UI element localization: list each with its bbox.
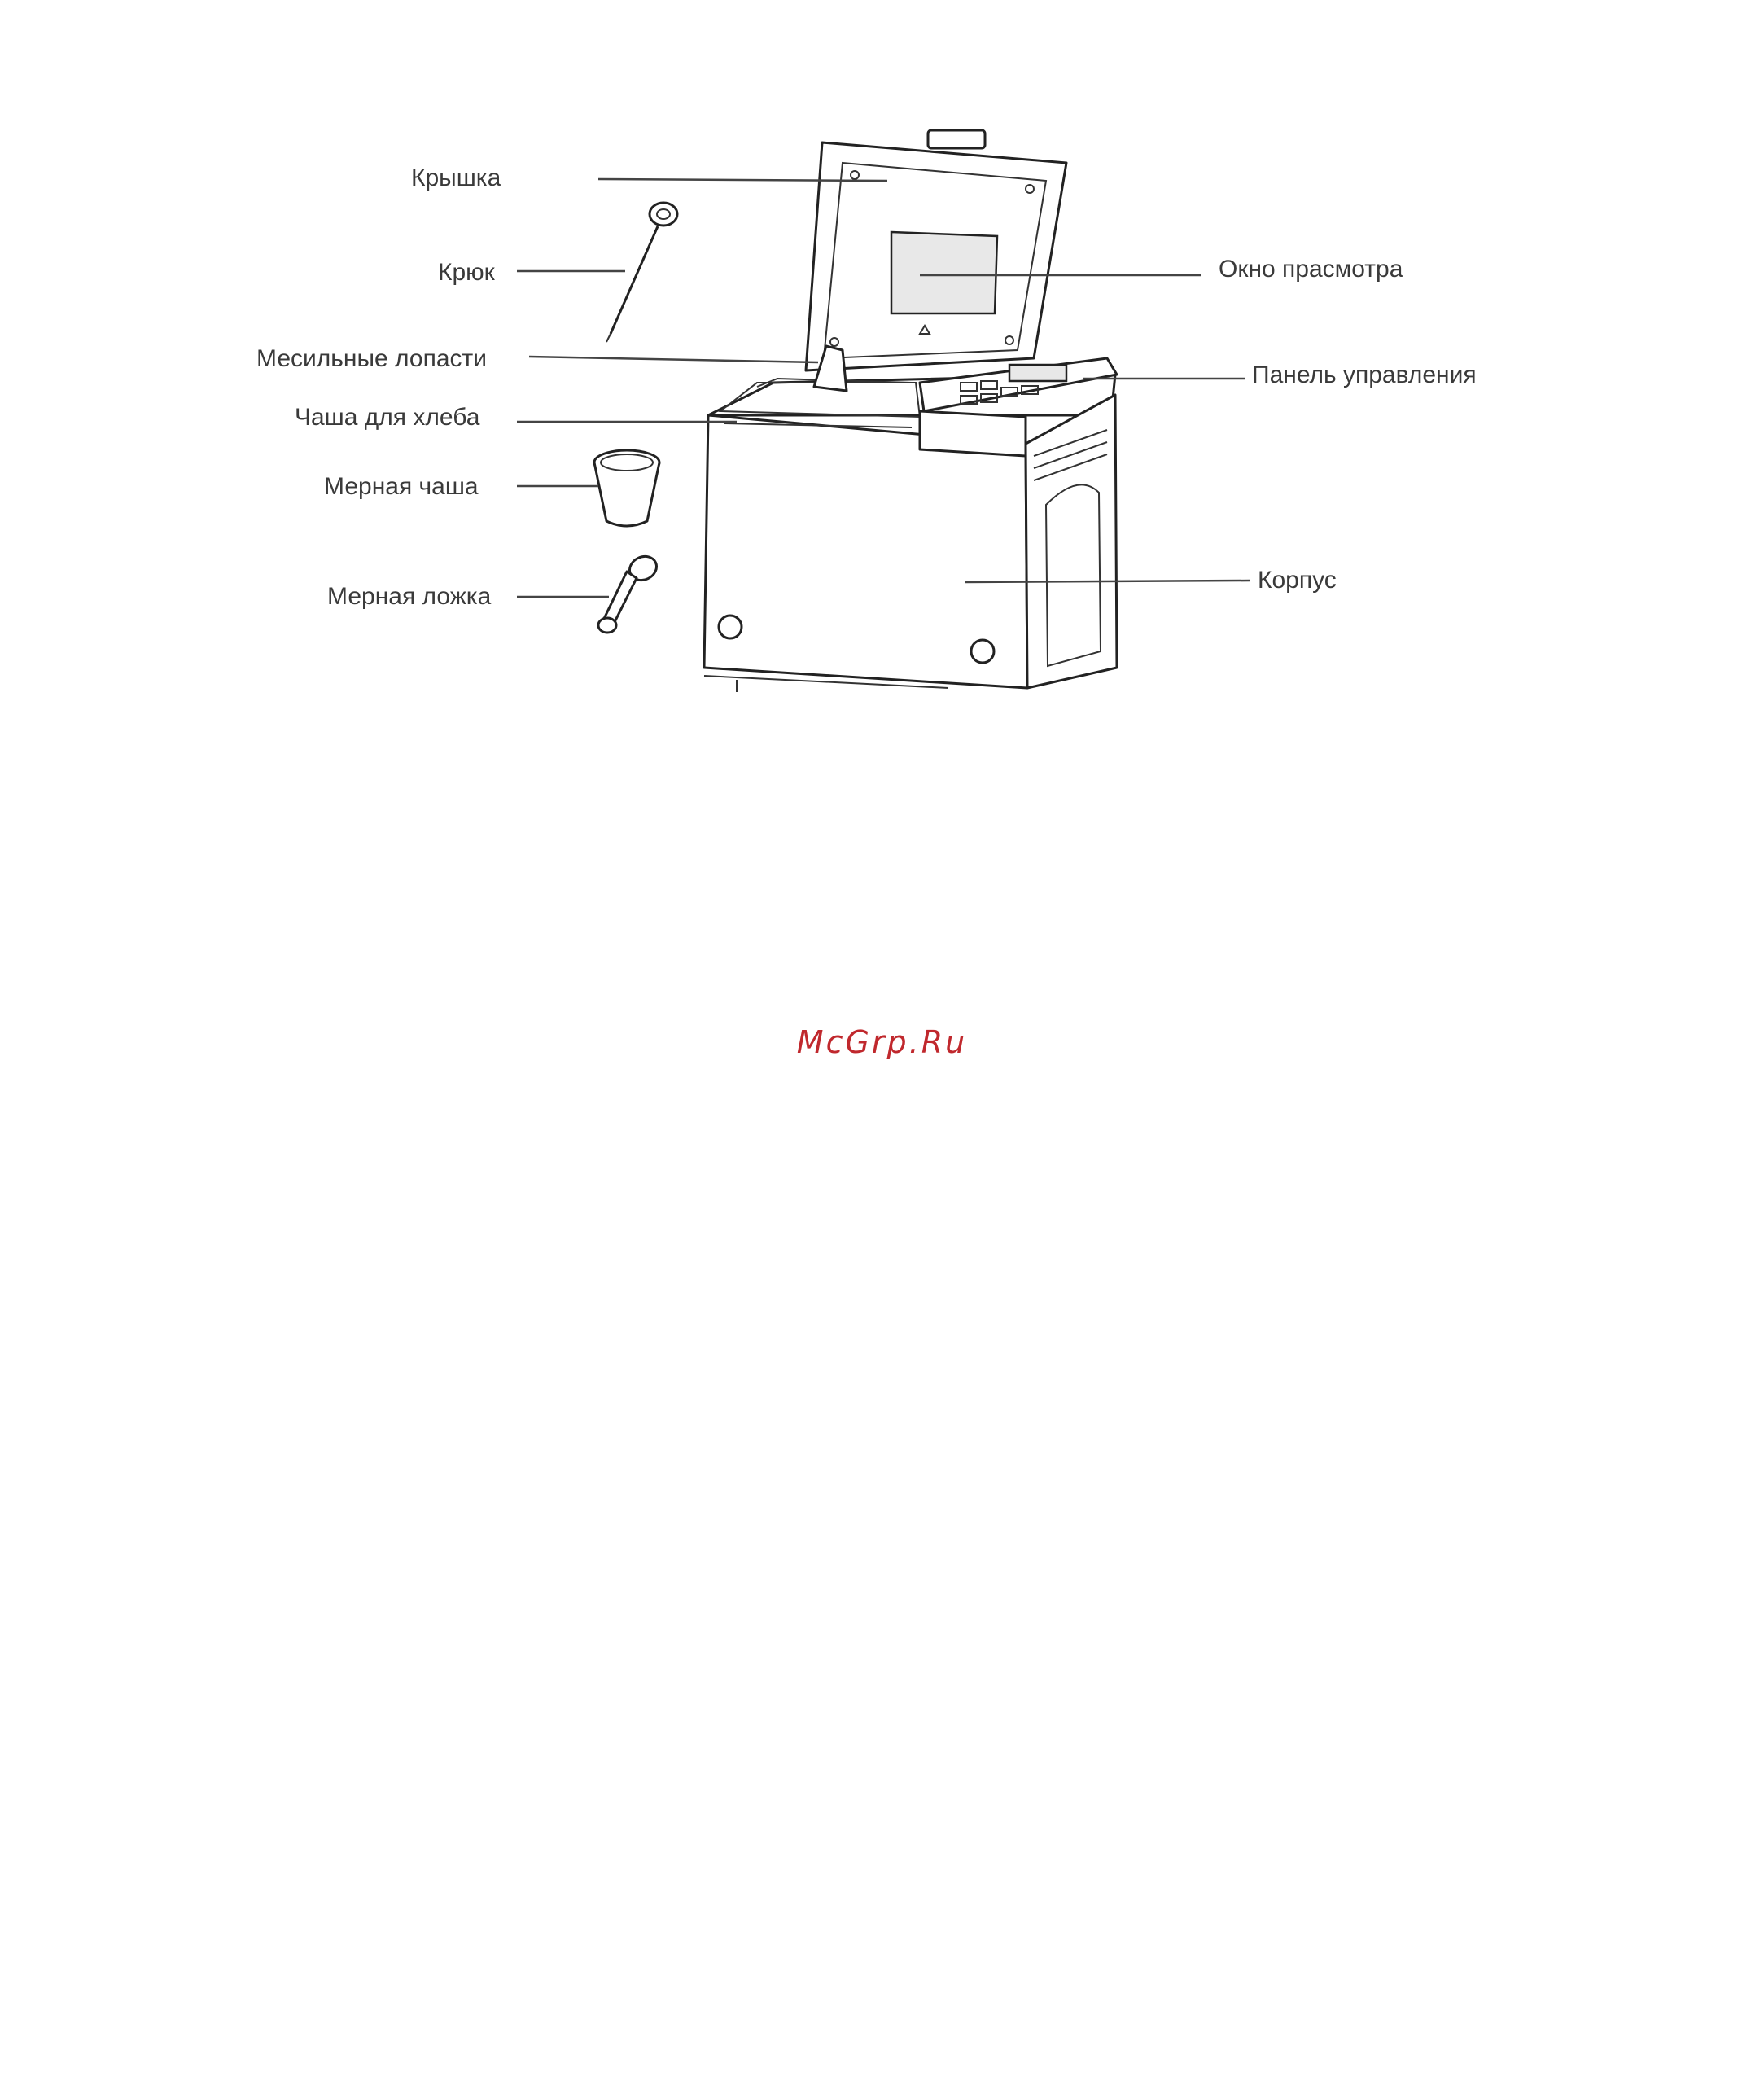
label-viewing-window: Окно прасмотра (1219, 256, 1403, 283)
lid-drawing (806, 130, 1066, 370)
leader-kneading-paddles (529, 357, 818, 362)
housing-drawing (704, 375, 1117, 692)
label-bread-pan: Чаша для хлеба (295, 404, 480, 431)
label-measuring-spoon: Мерная ложка (327, 583, 492, 610)
label-lid: Крышка (411, 164, 501, 191)
hook-drawing (606, 203, 677, 342)
viewing-window-drawing (891, 232, 997, 313)
label-control-panel: Панель управления (1252, 362, 1477, 388)
label-kneading-paddles: Месильные лопасти (256, 345, 488, 372)
label-measuring-cup: Мерная чаша (324, 473, 479, 500)
watermark: McGrp.Ru (796, 1024, 968, 1060)
label-housing: Корпус (1258, 567, 1337, 594)
measuring-spoon-drawing (598, 552, 660, 633)
bread-maker-diagram (0, 0, 1764, 733)
label-hook: Крюк (438, 259, 495, 286)
measuring-cup-drawing (594, 450, 659, 526)
